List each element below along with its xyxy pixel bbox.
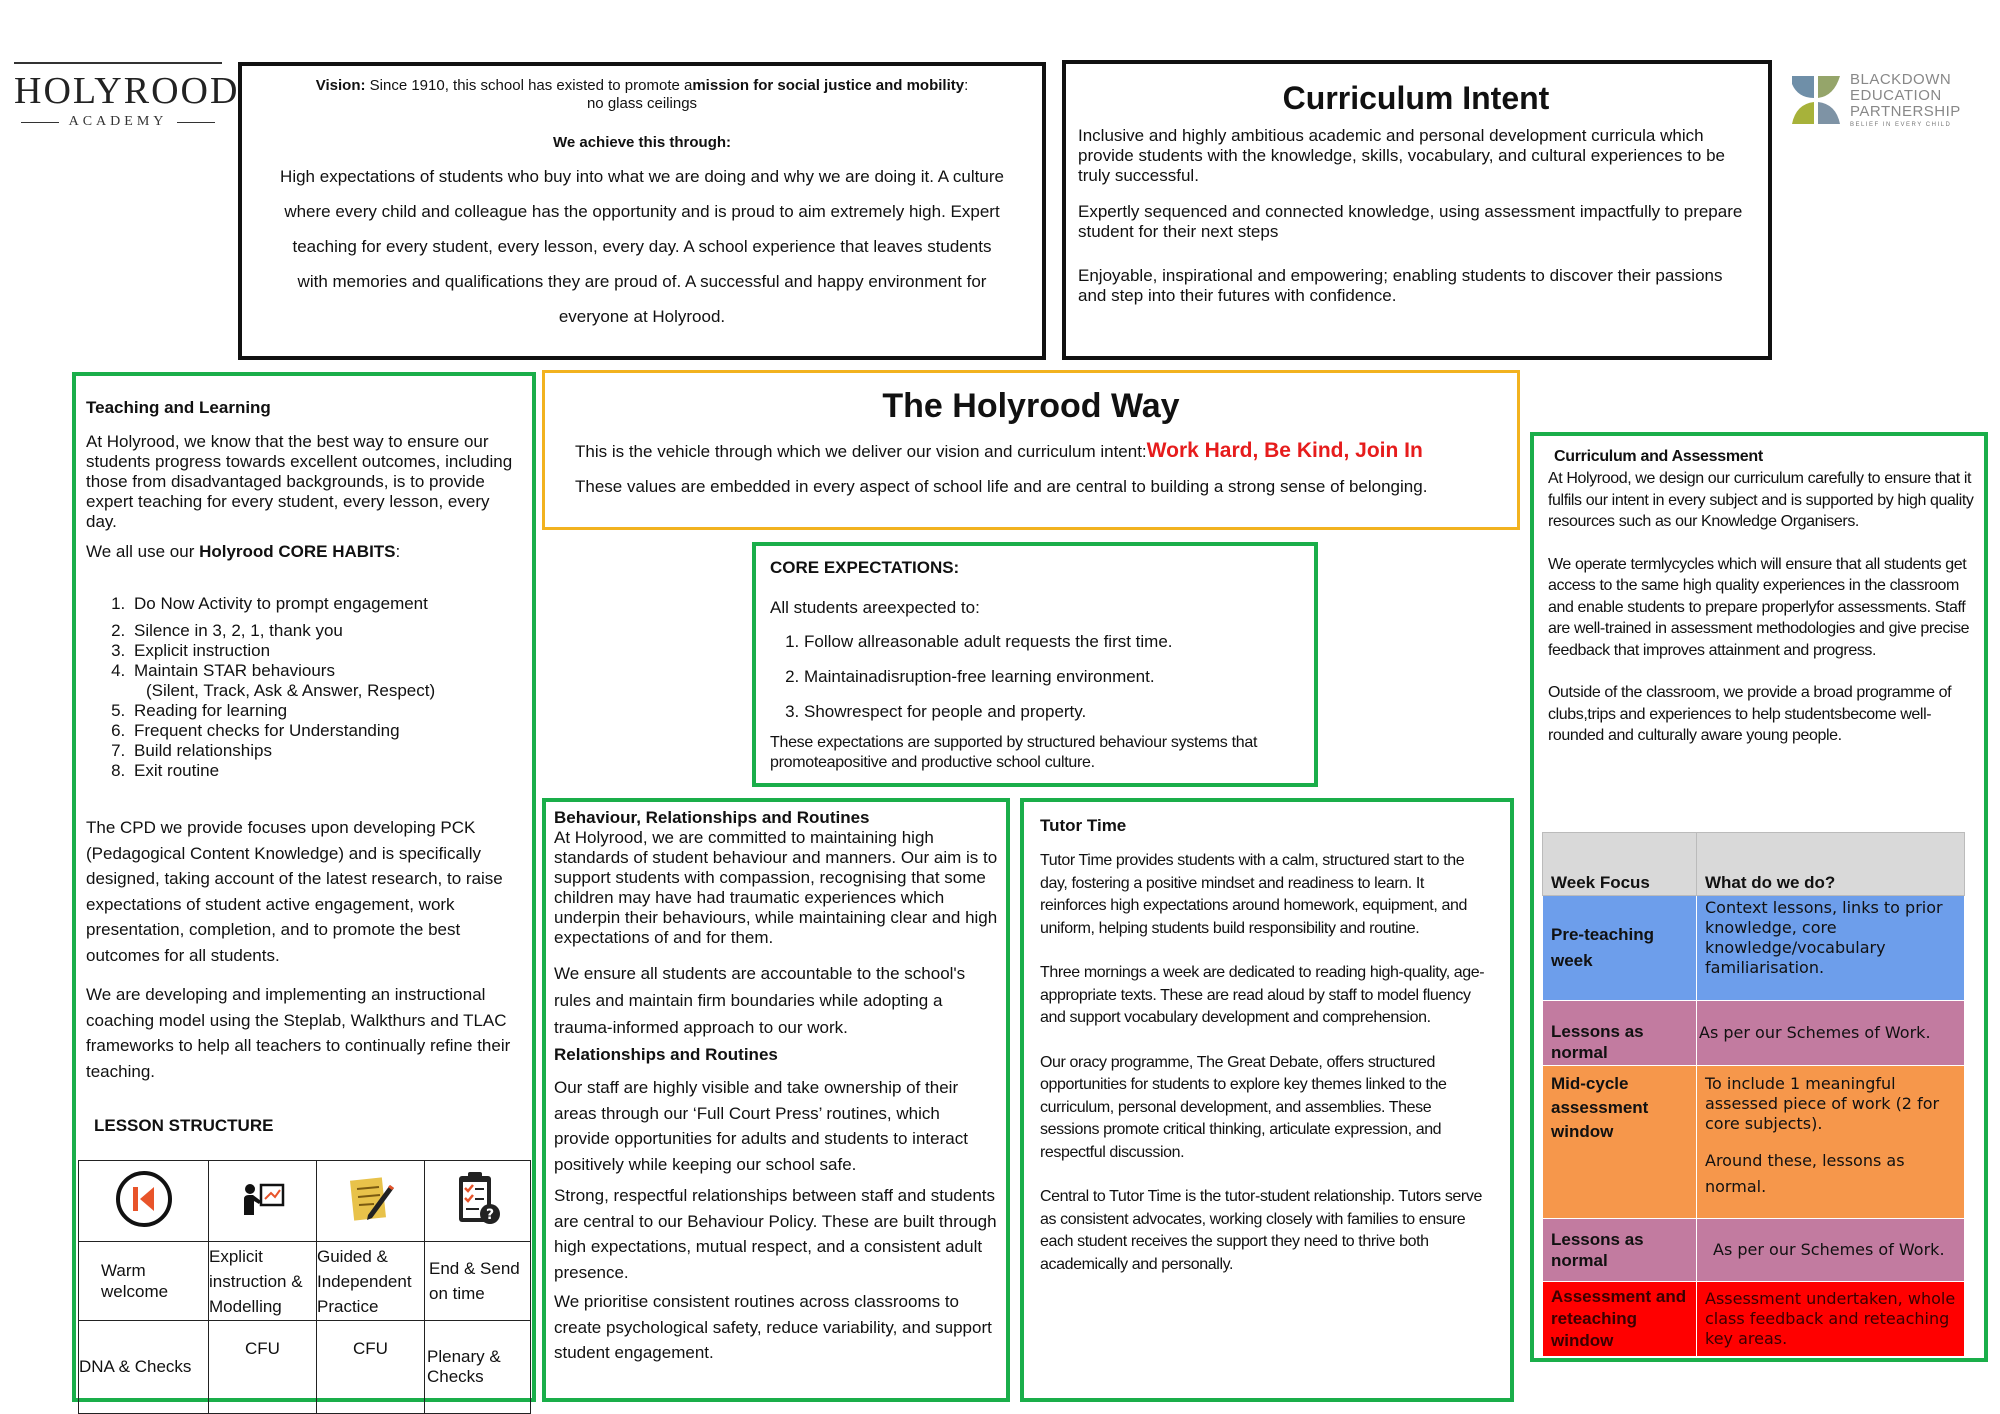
habit-item: 4. Maintain STAR behaviours (Silent, Track, Ask & Answer, Respect)	[130, 661, 518, 701]
what-cell-line: Around these, lessons as normal.	[1705, 1151, 1905, 1196]
core-item: 1. Follow allreasonable adult requests the first time.	[804, 624, 1302, 659]
tutor-p3: Our oracy programme, The Great Debate, offers structured opportunities for students to explore key themes linked to the curriculum, personal development, and assemblies. These sessions promote critical thinking, articulate expression, and respectful discussion.	[1040, 1053, 1447, 1161]
coaching-paragraph: We are developing and implementing an instructional coaching model using the Steplab, Walkthurs and TLAC frameworks to help all teachers to continually refine their teaching.	[86, 985, 511, 1081]
cpd-paragraph: The CPD we provide focuses upon developing PCK (Pedagogical Content Knowledge) and is specifically designed, taking account of the latest research, to raise expectations of student active engagement, work presentation, completion, and to promote the best outcomes for all students.	[86, 818, 503, 965]
butterfly-icon	[1788, 72, 1844, 128]
habit-item: 6. Frequent checks for Understanding	[130, 721, 518, 741]
habit-item: 2. Silence in 3, 2, 1, thank you	[130, 621, 518, 641]
star-sub: (Silent, Track, Ask & Answer, Respect)	[146, 681, 436, 700]
habit-item: 8. Exit routine	[130, 761, 518, 781]
assessment-p1: At Holyrood, we design our curriculum carefully to ensure that it fulfils our intent in every subject and is supported by high quality resources such as our Knowledge Organisers.	[1548, 470, 1974, 530]
logo-sub: ACADEMY	[68, 114, 168, 129]
holyrood-way-box	[542, 370, 1520, 530]
what-cell	[1697, 1066, 1965, 1219]
curriculum-intent-box	[1062, 60, 1772, 360]
what-cell: As per our Schemes of Work.	[1697, 1219, 1965, 1282]
what-cell: As per our Schemes of Work.	[1697, 1001, 1965, 1066]
core-list	[770, 624, 1302, 729]
teaching-intro: At Holyrood, we know that the best way to ensure our students progress towards excellent outcomes, including those from disadvantaged backgrounds, is to provide expert teaching for every student, every lesson, every day.	[86, 432, 513, 531]
week-focus-cell: Pre-teaching week	[1543, 896, 1697, 1001]
vision-line: Vision: Since 1910, this school has existed to promote amission for social justice and mobility:	[315, 77, 969, 94]
intent-p1: Inclusive and highly ambitious academic and personal development curricula which provide students with the knowledge, skills, vocabulary, and cultural experiences to be truly successful.	[1078, 126, 1725, 185]
behaviour-p3: Our staff are highly visible and take ownership of their areas through our ‘Full Court Press’ routines, which provide opportunities for adults and students to interact positively while keeping our school safe.	[554, 1078, 968, 1174]
what-cell: Context lessons, links to prior knowledge, core knowledge/vocabulary familiarisation.	[1697, 896, 1965, 1001]
lesson-label: End & Send on time	[425, 1242, 531, 1321]
behaviour-p2: We ensure all students are accountable to the school's rules and maintain firm boundaries while adopting a trauma-informed approach to our work.	[554, 964, 966, 1037]
habit-item: 7. Build relationships	[130, 741, 518, 761]
lesson-check: DNA & Checks	[79, 1321, 209, 1414]
lesson-label: Explicit instruction & Modelling	[209, 1242, 317, 1321]
week-focus-cell: Lessons as normal	[1543, 1219, 1697, 1282]
assessment-title: Curriculum and Assessment	[1554, 448, 1763, 465]
partner-line-2: EDUCATION	[1850, 87, 1942, 104]
vision-paragraph: High expectations of students who buy into what we are doing and why we are doing it. A culture where every child and colleague has the opportunity and is proud to aim extremely high. Expert teaching for every student, every lesson, every day. A school experience that leaves students with memories and qualifications they are proud of. A successful and happy environment for everyone at Holyrood.	[280, 167, 1004, 326]
partner-line-1: BLACKDOWN	[1850, 71, 1952, 88]
behaviour-title: Behaviour, Relationships and Routines	[554, 808, 870, 827]
relationships-title: Relationships and Routines	[554, 1045, 778, 1064]
tutor-time-box	[1020, 798, 1514, 1402]
intent-p3: Enjoyable, inspirational and empowering; enabling students to discover their passions and step into their futures with confidence.	[1078, 266, 1723, 305]
intent-title: Curriculum Intent	[1282, 80, 1550, 116]
svg-text:?: ?	[485, 1206, 494, 1223]
tutor-p2: Three mornings a week are dedicated to reading high-quality, age-appropriate texts. These are read aloud by staff to model fluency and support vocabulary development and comprehension.	[1040, 964, 1485, 1026]
habit-item: 1. Do Now Activity to prompt engagement	[130, 594, 518, 614]
checklist-icon	[425, 1161, 531, 1242]
lesson-label: Guided & Independent Practice	[317, 1242, 425, 1321]
intent-p2: Expertly sequenced and connected knowledge, using assessment impactfully to prepare student for their next steps	[1078, 202, 1743, 241]
behaviour-p4: Strong, respectful relationships between staff and students are central to our Behaviour Policy. These are built through high expectations, mutual respect, and a consistent adult presence.	[554, 1186, 997, 1282]
way-title: The Holyrood Way	[882, 387, 1180, 425]
core-title: CORE EXPECTATIONS:	[770, 558, 960, 577]
vision-box	[238, 62, 1046, 360]
way-motto: Work Hard, Be Kind, Join In	[1146, 439, 1423, 462]
what-cell: Assessment undertaken, whole class feedback and reteaching key areas.	[1697, 1282, 1965, 1357]
core-all: All students areexpected to:	[770, 598, 980, 617]
week-focus-table	[1542, 832, 1965, 1357]
partner-tagline: BELIEF IN EVERY CHILD	[1850, 122, 1952, 128]
week-focus-cell: Lessons as normal	[1543, 1001, 1697, 1066]
core-expectations-box	[752, 542, 1318, 787]
lesson-check: CFU	[209, 1321, 317, 1414]
what-cell-line: To include 1 meaningful assessed piece of work (2 for core subjects).	[1705, 1074, 1940, 1133]
core-note: These expectations are supported by structured behaviour systems that promoteapositive and productive school culture.	[770, 734, 1258, 771]
habit-item: 5. Reading for learning	[130, 701, 518, 721]
lesson-structure-title: LESSON STRUCTURE	[94, 1116, 274, 1135]
behaviour-p5: We prioritise consistent routines across classrooms to create psychological safety, reduce variability, and support student engagement.	[554, 1292, 992, 1362]
logo-name: HOLYROOD	[14, 70, 240, 112]
teaching-title: Teaching and Learning	[86, 398, 271, 417]
what-header: What do we do?	[1697, 833, 1965, 896]
core-item: 2. Maintainadisruption-free learning environment.	[804, 659, 1302, 694]
week-focus-cell: Assessment and reteaching window	[1543, 1282, 1697, 1357]
partner-line-3: PARTNERSHIP	[1850, 103, 1961, 120]
assessment-p2: We operate termlycycles which will ensure that all students get access to the same high quality experiences in the classroom and enable students to prepare properlyfor assessments. Staff are well-trained in assessment methodologies and give precise feedback that improves attainment and progress.	[1548, 555, 1970, 659]
tutor-title: Tutor Time	[1040, 816, 1127, 835]
lesson-check: Plenary & Checks	[425, 1321, 531, 1414]
lesson-check: CFU	[317, 1321, 425, 1414]
achieve-heading: We achieve this through:	[552, 134, 732, 151]
explicit-instruction-icon	[209, 1161, 317, 1242]
way-embedded: These values are embedded in every aspect of school life and are central to building a strong sense of belonging.	[575, 477, 1428, 496]
behaviour-box	[542, 798, 1010, 1402]
core-habits-line: We all use our Holyrood CORE HABITS:	[86, 542, 401, 561]
vision-line-2: no glass ceilings	[586, 95, 698, 112]
behaviour-p1: At Holyrood, we are committed to maintaining high standards of student behaviour and manners. Our aim is to support students with compassion, recognising that some children may have had traumatic experiences which underpin their behaviours, while maintaining clear and high expectations of and for them.	[554, 828, 998, 947]
week-focus-cell: Mid-cycle assessment window	[1543, 1066, 1697, 1219]
week-focus-header: Week Focus	[1543, 833, 1697, 896]
tutor-p4: Central to Tutor Time is the tutor-student relationship. Tutors serve as consistent advocates, working closely with families to ensure each student receives the support they need to thrive both academically and personally.	[1040, 1188, 1482, 1273]
assessment-p3: Outside of the classroom, we provide a broad programme of clubs,trips and experiences to help studentsbecome well-rounded and culturally aware young people.	[1548, 684, 1952, 744]
warm-welcome-icon	[79, 1161, 209, 1242]
holyrood-logo	[14, 62, 240, 130]
guided-practice-icon	[317, 1161, 425, 1242]
lesson-label: Warm welcome	[79, 1242, 209, 1321]
core-item: 3. Showrespect for people and property.	[804, 694, 1302, 729]
way-vehicle: This is the vehicle through which we deliver our vision and curriculum intent:	[575, 442, 1147, 461]
tutor-p1: Tutor Time provides students with a calm, structured start to the day, fostering a positive mindset and readiness to learn. It reinforces high expectations around homework, equipment, and uniform, helping students build responsibility and routine.	[1040, 852, 1467, 937]
blackdown-logo	[1788, 72, 1988, 132]
core-habits-list	[86, 594, 518, 781]
lesson-structure-table	[78, 1160, 531, 1414]
habit-item: 3. Explicit instruction	[130, 641, 518, 661]
